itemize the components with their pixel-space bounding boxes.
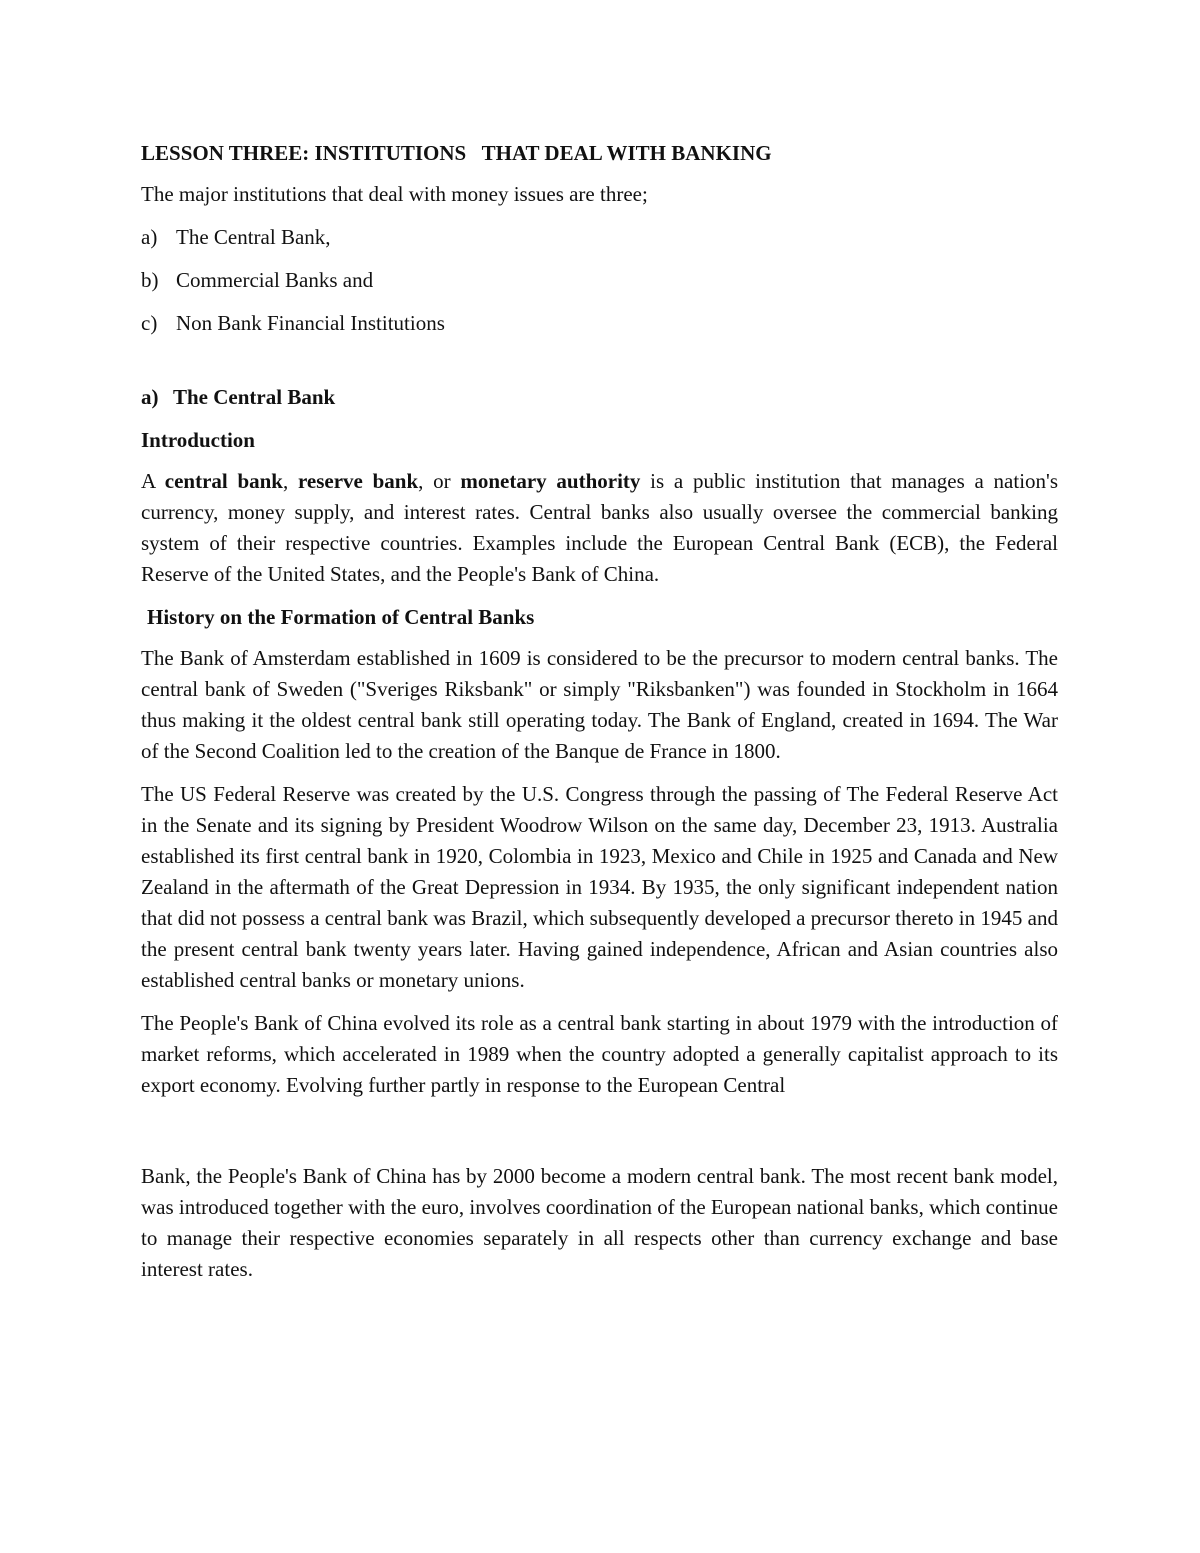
section-title: The Central Bank [173, 385, 336, 409]
history-paragraph: The People's Bank of China evolved its role as a central bank starting in about 1979 with the introduction of market reforms, which accelerated in 1989 when the country adopted a generally capitalist approach to its export economy. Evolving further partly in response to the European Central [141, 1011, 1058, 1097]
section-marker: a) [141, 385, 159, 409]
text-run: A [141, 469, 165, 493]
list-item [141, 308, 1058, 339]
history-paragraph: The Bank of Amsterdam established in 1609 is considered to be the precursor to modern central banks. The central bank of Sweden ("Sveriges Riksbank" or simply "Riksbanken") was founded in Stockholm in 1664 thus making it the oldest central bank still operating today. The Bank of England, created in 1694. The War of the Second Coalition led to the creation of the Banque de France in 1800. [141, 646, 1058, 763]
list-marker: b) [141, 268, 159, 292]
introduction-heading: Introduction [141, 428, 255, 452]
page-break-gap [141, 1113, 1058, 1161]
institutions-list [141, 222, 1058, 339]
bold-term: central bank [164, 469, 283, 493]
list-marker: c) [141, 311, 158, 335]
list-item-text: Non Bank Financial Institutions [176, 311, 445, 335]
history-heading: History on the Formation of Central Banks [147, 605, 535, 629]
lesson-title: LESSON THREE: INSTITUTIONS THAT DEAL WITH BANKING [141, 141, 772, 165]
text-run: , or [418, 469, 461, 493]
text-run: , [283, 469, 298, 493]
history-paragraph: Bank, the People's Bank of China has by 2000 become a modern central bank. The most recent bank model, was introduced together with the euro, involves coordination of the European national banks, which continue to manage their respective economies separately in all respects other than currency exchange and base interest rates. [141, 1164, 1058, 1281]
list-marker: a) [141, 225, 158, 249]
history-paragraph: The US Federal Reserve was created by the U.S. Congress through the passing of The Federal Reserve Act in the Senate and its signing by President Woodrow Wilson on the same day, December 23, 1913. Australia established its first central bank in 1920, Colombia in 1923, Mexico and Chile in 1925 and Canada and New Zealand in the aftermath of the Great Depression in 1934. By 1935, the only significant independent nation that did not possess a central bank was Brazil, which subsequently developed a precursor thereto in 1945 and the present central bank twenty years later. Having gained independence, African and Asian countries also established central banks or monetary unions. [141, 782, 1058, 992]
text-run: is a public institution that manages a nation's currency, money supply, and interest rates. Central banks also usually oversee the commercial banking system of their respective countries. Examples include the European Central Bank (ECB), the Federal Reserve of the United States, and the People's Bank of China. [141, 469, 1059, 586]
bold-term: reserve bank [297, 469, 419, 493]
intro-text: The major institutions that deal with money issues are three; [141, 182, 648, 206]
document-page [141, 138, 1058, 1297]
introduction-paragraph [141, 466, 1058, 590]
list-item [141, 222, 1058, 253]
list-item-text: Commercial Banks and [176, 268, 374, 292]
bold-term: monetary authority [460, 469, 641, 493]
list-item-text: The Central Bank, [176, 225, 331, 249]
list-item [141, 265, 1058, 296]
section-heading-central-bank [141, 382, 1058, 413]
